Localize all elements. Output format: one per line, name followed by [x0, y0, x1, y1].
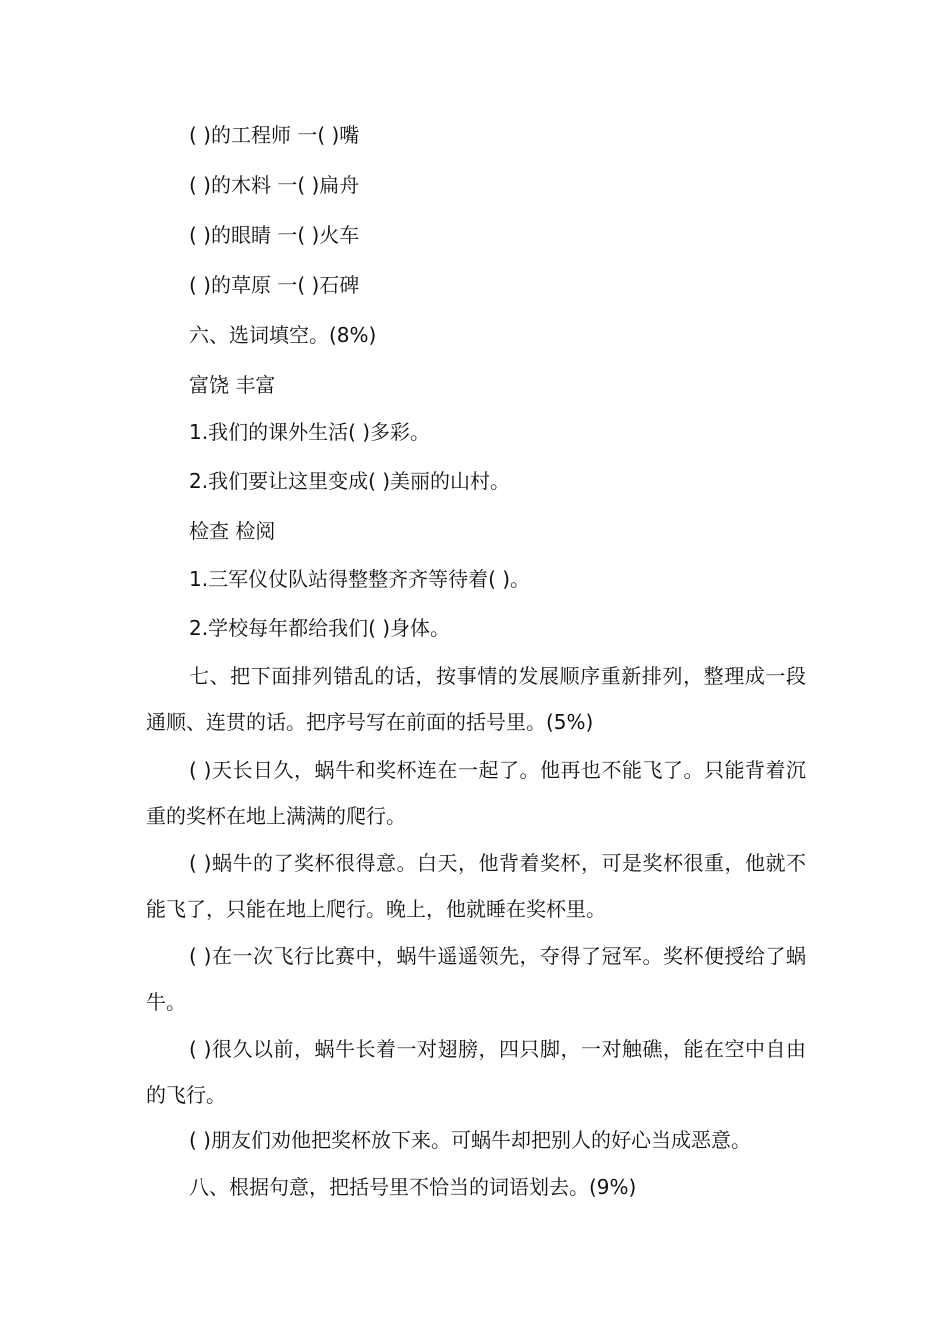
- fill-sentence-4: 2.学校每年都给我们( )身体。: [189, 616, 451, 640]
- word-match-line-4: ( )的草原 一( )石碑: [189, 273, 360, 297]
- fill-sentence-3: 1.三军仪仗队站得整整齐齐等待着( )。: [189, 567, 531, 591]
- word-pair-2: 检查 检阅: [189, 519, 276, 543]
- section-6-heading: 六、选词填空。(8%): [189, 323, 377, 347]
- story-sentence-1: ( )天长日久，蜗牛和奖杯连在一起了。他再也不能飞了。只能背着沉重的奖杯在地上满满的爬行。: [146, 758, 806, 828]
- section-8-heading: 八、根据句意，把括号里不恰当的词语划去。(9%): [189, 1175, 637, 1199]
- story-sentence-3: ( )在一次飞行比赛中，蜗牛遥遥领先，夺得了冠军。奖杯便授给了蜗牛。: [146, 944, 806, 1014]
- section-7-heading: 七、把下面排列错乱的话，按事情的发展顺序重新排列，整理成一段通顺、连贯的话。把序号写在前面的括号里。(5%): [146, 664, 806, 734]
- story-sentence-2: ( )蜗牛的了奖杯很得意。白天，他背着奖杯，可是奖杯很重，他就不能飞了，只能在地上爬行。晚上，他就睡在奖杯里。: [146, 851, 806, 921]
- word-pair-1: 富饶 丰富: [189, 373, 276, 397]
- story-sentence-5: ( )朋友们劝他把奖杯放下来。可蜗牛却把别人的好心当成恶意。: [189, 1128, 751, 1152]
- story-sentence-4: ( )很久以前，蜗牛长着一对翅膀，四只脚，一对触礁，能在空中自由的飞行。: [146, 1037, 806, 1107]
- word-match-line-2: ( )的木料 一( )扁舟: [189, 173, 360, 197]
- word-match-line-1: ( )的工程师 一( )嘴: [189, 123, 360, 147]
- fill-sentence-1: 1.我们的课外生活( )多彩。: [189, 420, 431, 444]
- fill-sentence-2: 2.我们要让这里变成( )美丽的山村。: [189, 469, 511, 493]
- word-match-line-3: ( )的眼睛 一( )火车: [189, 223, 360, 247]
